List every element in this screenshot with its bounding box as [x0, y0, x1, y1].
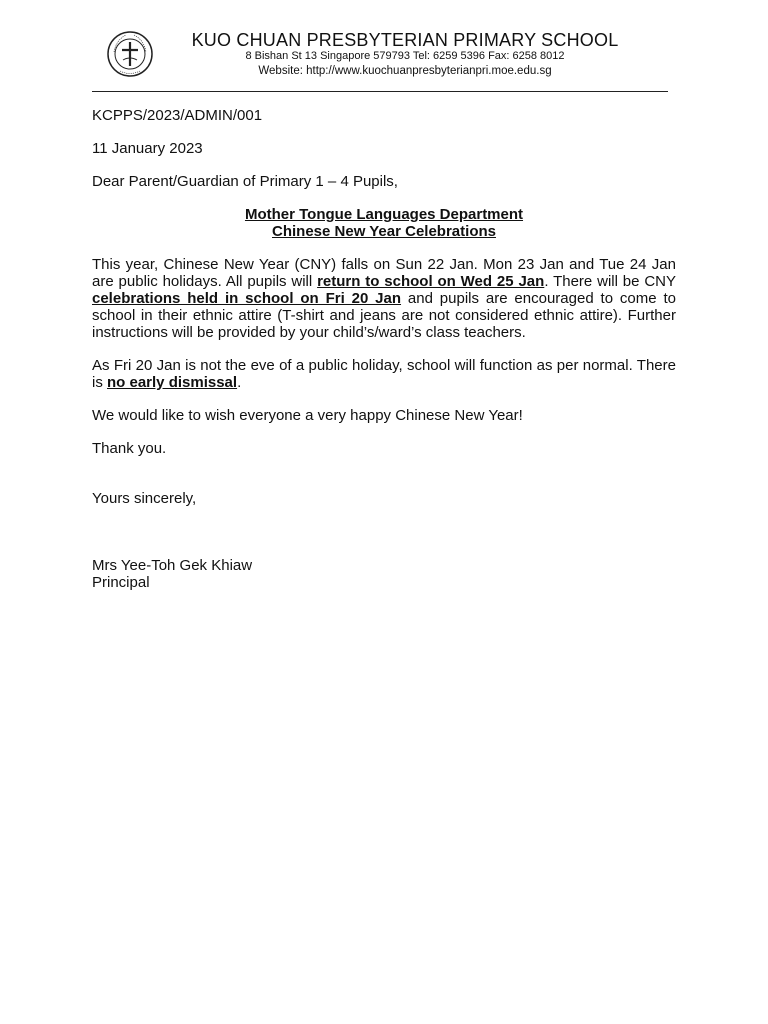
subject-line-department: Mother Tongue Languages Department: [244, 206, 524, 223]
no-early-dismissal-emphasis: no early dismissal: [107, 374, 238, 391]
signatory-title: Principal: [92, 574, 150, 591]
school-crest-logo: [106, 30, 154, 78]
school-name: KUO CHUAN PRESBYTERIAN PRIMARY SCHOOL: [191, 30, 619, 50]
reference-number: KCPPS/2023/ADMIN/001: [92, 107, 263, 124]
subject-line-event: Chinese New Year Celebrations: [272, 223, 496, 240]
letter-body: [92, 107, 676, 591]
header-rule: [92, 91, 668, 92]
paragraph-cny-dates: [92, 256, 676, 341]
thank-you: Thank you.: [92, 440, 167, 457]
signatory-name: Mrs Yee-Toh Gek Khiaw: [92, 557, 253, 574]
para1-text-e: and pupils are encouraged to come to school in their ethnic attire (T-shirt and jeans are not considered ethnic attire). Further instructions will be provided by your child’s/ward’s class teachers.: [92, 290, 676, 341]
para1-text-c: . There will be CNY: [544, 273, 677, 290]
para1-text-a: This year, Chinese New Year (CNY) falls on Sun 22 Jan. Mon 23 Jan and Tue 24 Jan are public holidays. All pupils will: [92, 256, 676, 290]
paragraph-dismissal: [92, 357, 676, 391]
closing: Yours sincerely,: [92, 490, 197, 507]
letterhead: [0, 0, 768, 100]
para2-text-c: .: [237, 374, 242, 391]
salutation: Dear Parent/Guardian of Primary 1 – 4 Pupils,: [92, 173, 398, 190]
para2-text-a: As Fri 20 Jan is not the eve of a public holiday, school will function as per normal. There is: [92, 357, 676, 391]
subject-heading: [92, 206, 676, 240]
school-address: 8 Bishan St 13 Singapore 579793 Tel: 6259 5396 Fax: 6258 8012: [245, 50, 565, 62]
celebration-date-emphasis: celebrations held in school on Fri 20 Jan: [92, 290, 402, 307]
new-year-wish: We would like to wish everyone a very happy Chinese New Year!: [92, 407, 523, 424]
return-date-emphasis: return to school on Wed 25 Jan: [317, 273, 545, 290]
school-website: Website: http://www.kuochuanpresbyterianpri.moe.edu.sg: [258, 65, 552, 77]
letter-date: 11 January 2023: [92, 140, 203, 157]
